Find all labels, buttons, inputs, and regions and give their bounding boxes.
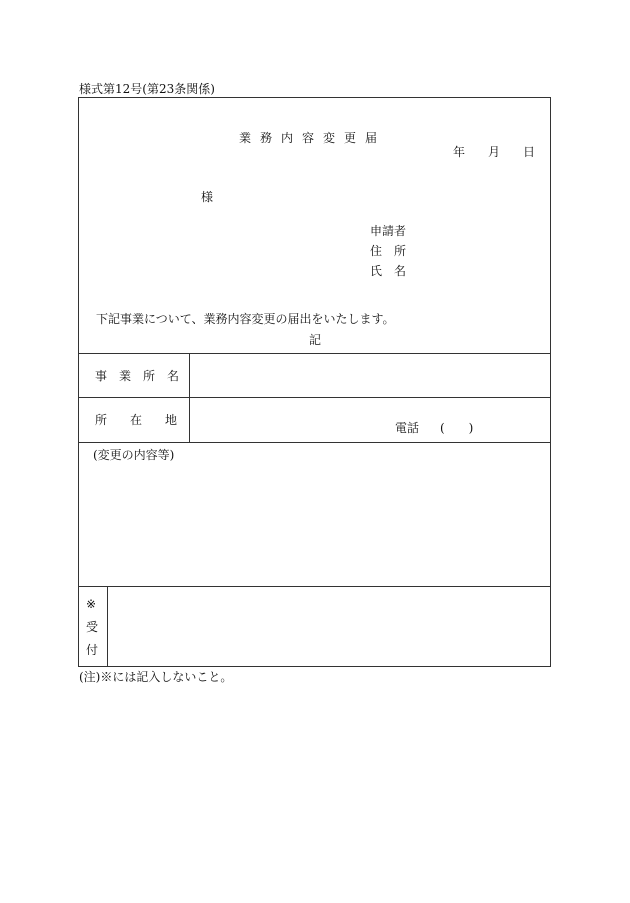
row-divider-2 [78, 397, 551, 398]
receipt-label-1: 受 [86, 620, 99, 634]
label-column-divider [189, 353, 190, 442]
row-divider-1 [78, 353, 551, 354]
office-name-label: 事業所名 [95, 369, 192, 383]
receipt-mark: ※ [86, 597, 97, 611]
ki-label: 記 [309, 333, 322, 347]
row-divider-4 [78, 586, 551, 587]
phone-label: 電話 [395, 421, 420, 435]
applicant-address-label: 住 所 [370, 244, 407, 258]
row-divider-3 [78, 442, 551, 443]
location-label: 所在地 [95, 413, 201, 427]
receipt-label-2: 付 [86, 643, 99, 657]
form-number: 様式第12号(第23条関係) [79, 82, 215, 96]
office-name-field[interactable] [191, 355, 549, 396]
date-year: 年 [453, 145, 466, 159]
addressee-suffix: 様 [201, 190, 214, 204]
change-content-label: (変更の内容等) [93, 448, 175, 462]
location-field[interactable] [191, 399, 549, 441]
applicant-label: 申請者 [370, 224, 407, 238]
form-title: 業務内容変更届 [239, 131, 387, 145]
date-month: 月 [488, 145, 501, 159]
change-content-field[interactable] [80, 465, 549, 584]
phone-parentheses: ( ) [440, 421, 474, 435]
applicant-name-label: 氏 名 [370, 264, 407, 278]
receipt-column-divider [107, 586, 108, 667]
footnote: (注)※には記入しないこと。 [79, 670, 233, 684]
statement-text: 下記事業について、業務内容変更の届出をいたします。 [96, 312, 395, 326]
date-day: 日 [523, 145, 536, 159]
